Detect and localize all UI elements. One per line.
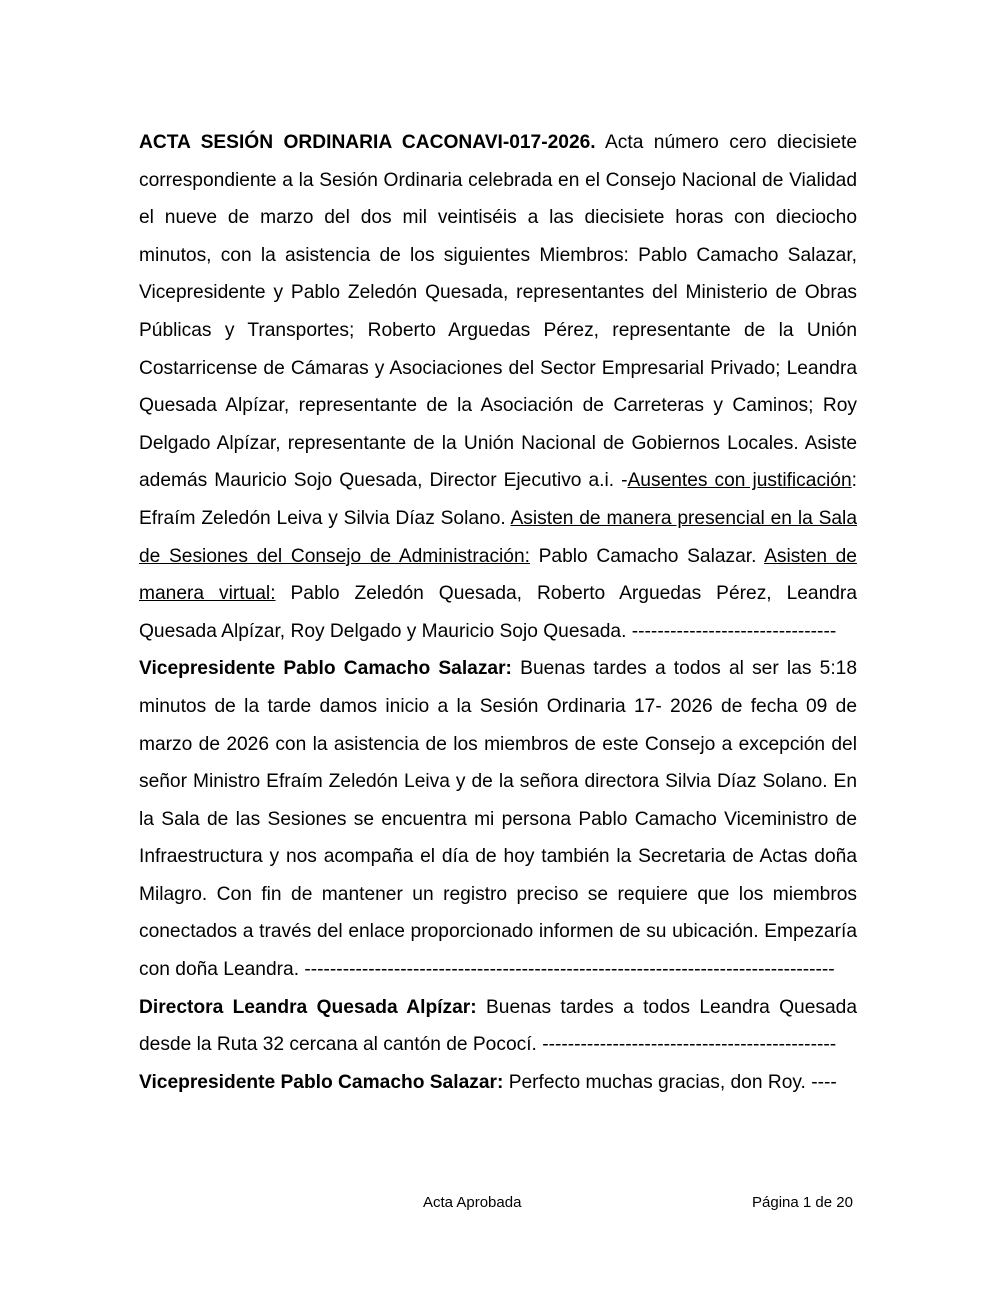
speaker-name: Vicepresidente Pablo Camacho Salazar: [139, 658, 512, 680]
underlined-heading-virtual: Asisten de manera virtual: [139, 545, 857, 605]
acta-title: ACTA SESIÓN ORDINARIA CACONAVI-017-2026. [139, 132, 596, 153]
document-body [139, 124, 857, 1101]
paragraph-acta-header [139, 124, 857, 650]
paragraph-speaker-1 [139, 650, 857, 988]
underlined-heading-ausentes: Ausentes con justificación [627, 470, 852, 492]
speech-text: Perfecto muchas gracias, don Roy. ---- [503, 1071, 837, 1093]
text-segment: Pablo Camacho Salazar. [529, 545, 765, 567]
speaker-name: Directora Leandra Quesada Alpízar: [139, 996, 477, 1018]
text-segment: Pablo Zeledón Quesada, Roberto Arguedas Pérez, Leandra Quesada Alpízar, Roy Delgado y Mauricio Sojo Quesada. -------------------------------- [139, 583, 857, 642]
footer-page-number: Página 1 de 20 [752, 1194, 853, 1211]
footer-status: Acta Aprobada [423, 1194, 522, 1211]
text-segment: : Efraím Zeledón Leiva y Silvia Díaz Solano. [139, 470, 857, 529]
speaker-name: Vicepresidente Pablo Camacho Salazar: [139, 1071, 504, 1093]
paragraph-speaker-2 [139, 989, 857, 1064]
underlined-heading-presencial: Asisten de manera presencial en la Sala de Sesiones del Consejo de Administración: [139, 507, 857, 567]
paragraph-speaker-3 [139, 1064, 857, 1102]
speech-text: Buenas tardes a todos Leandra Quesada desde la Ruta 32 cercana al cantón de Pococí. ---------------------------------------------- [139, 996, 857, 1056]
speech-text: Buenas tardes a todos al ser las 5:18 minutos de la tarde damos inicio a la Sesión Ordinaria 17- 2026 de fecha 09 de marzo de 2026 con la asistencia de los miembros de este Consejo a excepción del señor Ministro Efraím Zeledón Leiva y de la señora directora Silvia Díaz Solano. En la Sala de las Sesiones se encuentra mi persona Pablo Camacho Viceministro de Infraestructura y nos acompaña el día de hoy también la Secretaria de Actas doña Milagro. Con fin de mantener un registro preciso se requiere que los miembros conectados a través del enlace proporcionado informen de su ubicación. Empezaría con doña Leandra. ----------------------------------------------------------------------------------- [139, 658, 857, 981]
text-segment: Acta número cero diecisiete correspondiente a la Sesión Ordinaria celebrada en el Consejo Nacional de Vialidad el nueve de marzo del dos mil veintiséis a las diecisiete horas con dieciocho minutos, con la asistencia de los siguientes Miembros: Pablo Camacho Salazar, Vicepresidente y Pablo Zeledón Quesada, representantes del Ministerio de Obras Públicas y Transportes; Roberto Arguedas Pérez, representante de la Unión Costarricense de Cámaras y Asociaciones del Sector Empresarial Privado; Leandra Quesada Alpízar, representante de la Asociación de Carreteras y Caminos; Roy Delgado Alpízar, representante de la Unión Nacional de Gobiernos Locales. Asiste además Mauricio Sojo Quesada, Director Ejecutivo a.i. - [139, 132, 857, 492]
